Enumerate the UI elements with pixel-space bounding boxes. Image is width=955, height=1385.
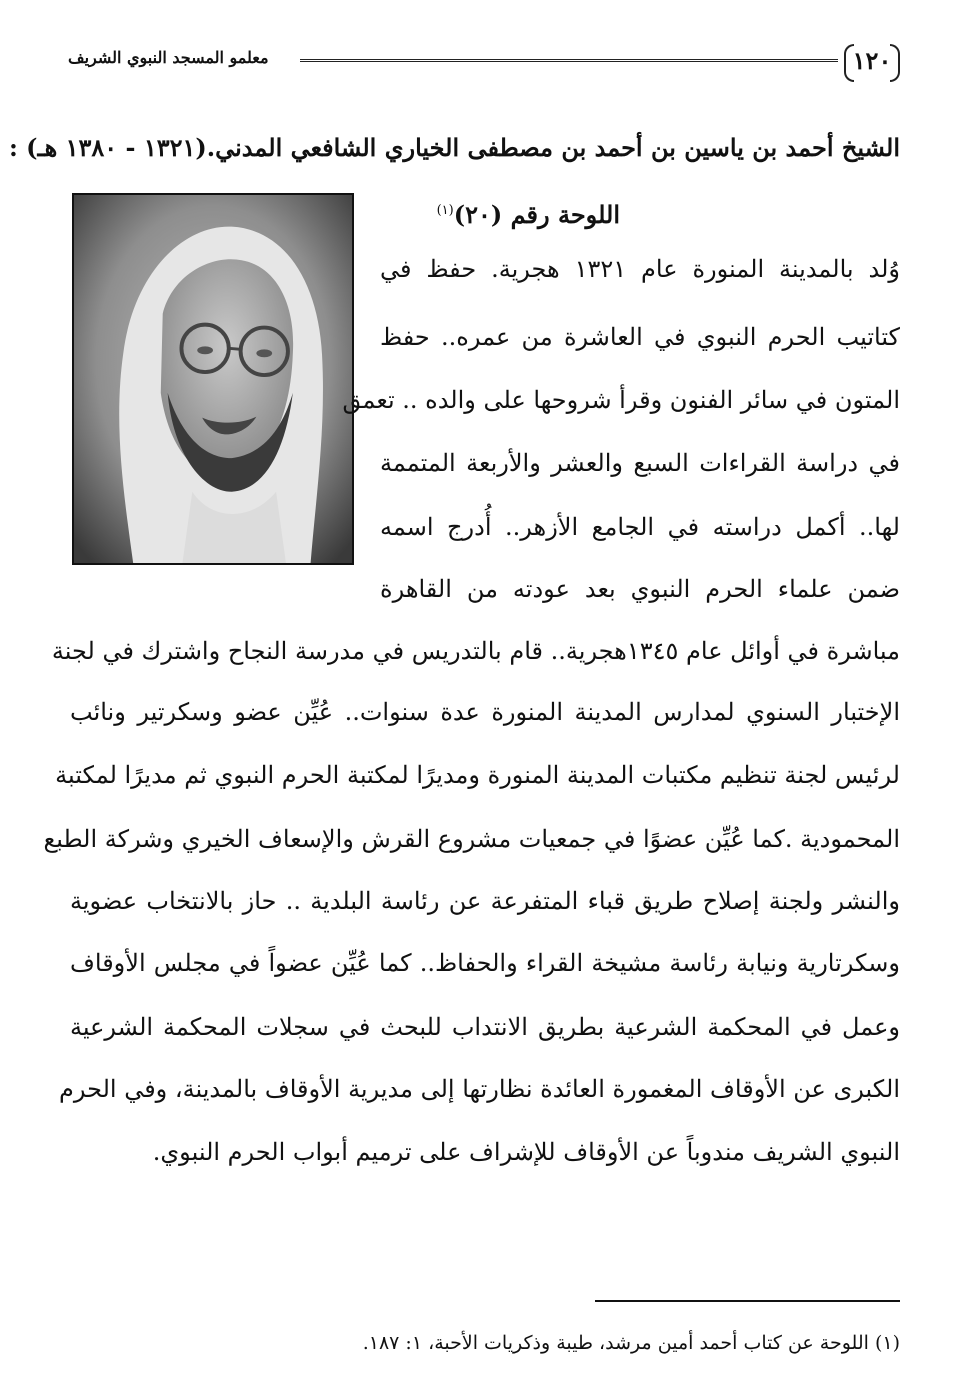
- body-line: ضمن علماء الحرم النبوي بعد عودته من القاهرة: [380, 575, 900, 603]
- portrait-image: [74, 195, 352, 563]
- entry-title: الشيخ أحمد بن ياسين بن أحمد بن مصطفى الخياري الشافعي المدني.(١٣٢١ - ١٣٨٠ هـ) :: [8, 133, 900, 162]
- body-line: المحمودية .كما عُيِّن عضوًا في جمعيات مشروع القرش والإسعاف الخيري وشركة الطبع: [43, 825, 900, 853]
- plate-label-text: اللوحة رقم (٢٠): [453, 200, 620, 229]
- body-line: كتاتيب الحرم النبوي في العاشرة من عمره.. حفظ: [380, 323, 900, 351]
- page-header: [68, 40, 900, 86]
- footnote-separator: [595, 1300, 900, 1302]
- header-rule: [300, 59, 838, 62]
- body-line: لها.. أكمل دراسته في الجامع الأزهر.. أُدرج اسمه: [380, 513, 900, 541]
- body-line: وُلد بالمدينة المنورة عام ١٣٢١ هجرية. حفظ في: [380, 255, 901, 283]
- footnote: (١) اللوحة عن كتاب أحمد أمين مرشد، طيبة وذكريات الأحبة، ١: ١٨٧.: [362, 1332, 900, 1354]
- body-line: المتون في سائر الفنون وقرأ شروحها على والده .. تعمق: [342, 386, 900, 414]
- body-line: الكبرى عن الأوقاف المغمورة العائدة نظارتها إلى مديرية الأوقاف بالمدينة، وفي الحرم: [58, 1075, 900, 1103]
- portrait-photo: [72, 193, 354, 565]
- plate-label: [437, 193, 620, 233]
- body-line: لرئيس لجنة تنظيم مكتبات المدينة المنورة ومديرًا لمكتبة الحرم النبوي ثم مديرًا لمكتبة: [55, 761, 900, 789]
- body-line: وسكرتارية ونيابة رئاسة مشيخة القراء والحفاظ.. كما عُيِّن عضواً في مجلس الأوقاف: [70, 949, 900, 977]
- footnote-ref: (١): [436, 203, 454, 218]
- body-line: في دراسة القراءات السبع والعشر والأربعة المتممة: [380, 449, 900, 477]
- body-line: والنشر ولجنة إصلاح طريق قباء المتفرعة عن رئاسة البلدية .. حاز بالانتخاب عضوية: [70, 887, 900, 915]
- body-line: وعمل في المحكمة الشرعية بطريق الانتداب للبحث في سجلات المحكمة الشرعية: [70, 1013, 900, 1041]
- body-line: النبوي الشريف مندوباً عن الأوقاف للإشراف على ترميم أبواب الحرم النبوي.: [152, 1138, 900, 1166]
- page-number: ١٢٠: [844, 42, 900, 80]
- body-line: مباشرة في أوائل عام ١٣٤٥هجرية.. قام بالتدريس في مدرسة النجاح واشترك في لجنة: [51, 637, 900, 665]
- running-title: معلمو المسجد النبوي الشريف: [68, 48, 269, 67]
- body-line: الإختبار السنوي لمدارس المدينة المنورة عدة سنوات.. عُيِّن عضو وسكرتير ونائب: [70, 698, 900, 726]
